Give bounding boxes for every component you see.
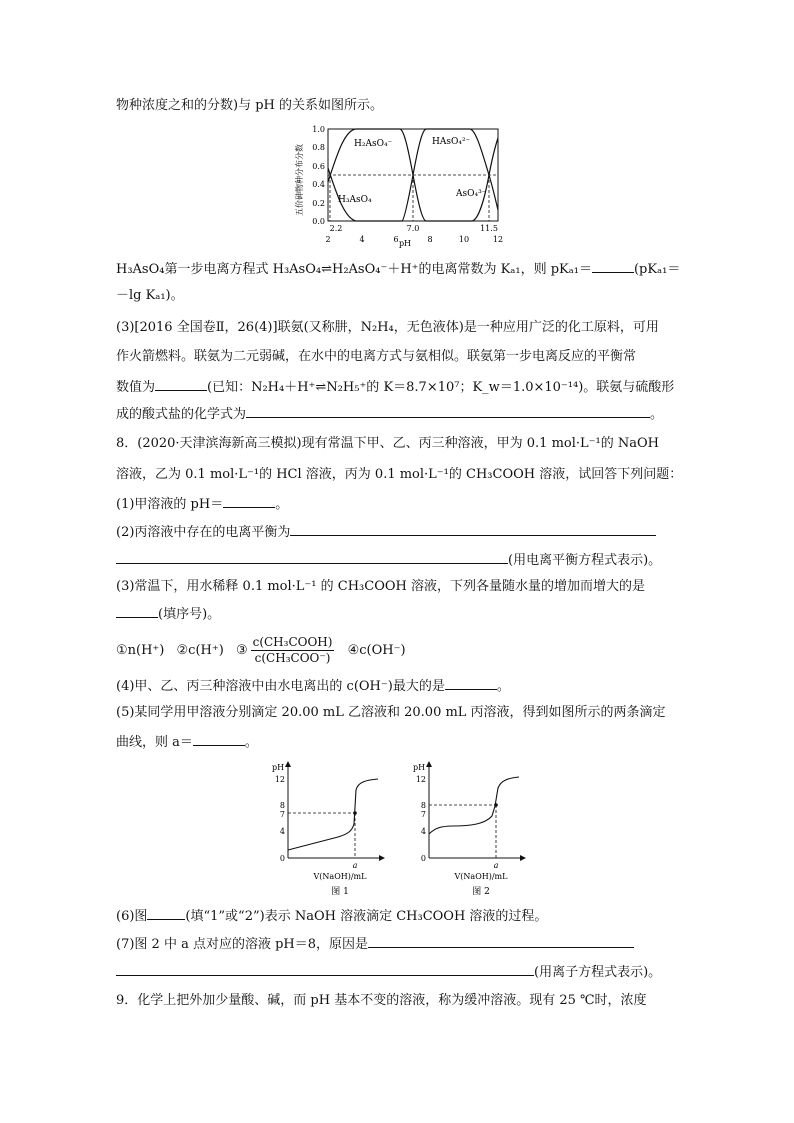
fig1-titration-curve	[288, 779, 378, 850]
option-3-fraction	[251, 635, 335, 666]
answer-blank-ionization-1[interactable]	[290, 521, 656, 536]
answer-blank-a[interactable]	[193, 731, 245, 746]
answer-blank-max-oh[interactable]	[445, 675, 497, 690]
answer-blank-acid-salt[interactable]	[246, 403, 650, 418]
as-ytick: 1.0	[312, 125, 325, 134]
as-xtick: 6	[393, 235, 399, 244]
as-xtick: 10	[458, 235, 470, 244]
fig1-equivalence-point	[353, 811, 357, 815]
as-xtick: 12	[492, 235, 504, 244]
answer-blank-options[interactable]	[116, 603, 158, 618]
line-10-a: (1)甲溶液的 pH＝	[116, 497, 224, 512]
line-19-b: (填“1”或“2”)表示 NaOH 溶液滴定 CH₃COOH 溶液的过程。	[185, 909, 548, 924]
text-line-18	[116, 731, 258, 753]
fig2-ylabel: pH	[413, 763, 426, 772]
text-line-19	[116, 905, 547, 927]
fig1-a-label: a	[352, 861, 358, 870]
text-line-3: －lg Kₐ₁)。	[116, 288, 184, 303]
as-ytick: 0.4	[312, 180, 325, 189]
line-7-end: 。	[650, 407, 664, 422]
fig1-ytick: 12	[274, 775, 285, 784]
question-8-line-1: 8．(2020·天津滨海新高三模拟)现有常温下甲、乙、丙三种溶液，甲为 0.1 mol·L⁻¹的 NaOH	[116, 436, 659, 451]
as-ytick: 0.6	[312, 162, 325, 171]
text-line-6	[116, 376, 674, 398]
text-line-12	[116, 549, 661, 571]
text-line-16	[116, 675, 510, 697]
label-aso4: AsO₄³⁻	[456, 189, 487, 199]
answer-blank-reason-1[interactable]	[368, 933, 634, 948]
option-1: ①n(H⁺)	[116, 643, 165, 658]
answer-blank-equilibrium-constant[interactable]	[155, 376, 207, 391]
line-16-end: 。	[496, 679, 510, 694]
answer-blank-ionization-2[interactable]	[116, 549, 508, 564]
label-h3aso4: H₃AsO₄	[338, 195, 372, 205]
as-ytick: 0.0	[312, 217, 325, 226]
answer-blank-reason-2[interactable]	[116, 961, 534, 976]
line-18-end: 。	[244, 735, 258, 750]
text-line-7	[116, 403, 663, 425]
as-xtick: 4	[359, 235, 365, 244]
line-6-a: 数值为	[116, 380, 156, 395]
text-line-20	[116, 933, 634, 955]
fig2-ytick: 0	[420, 854, 426, 863]
line-16-a: (4)甲、乙、丙三种溶液中由水电离出的 c(OH⁻)最大的是	[116, 679, 445, 694]
fig2-titration-curve	[429, 777, 519, 834]
fig2-equivalence-point	[494, 803, 498, 807]
line-2-text: H₃AsO₄第一步电离方程式 H₃AsO₄⇌H₂AsO₄⁻＋H⁺的电离常数为 Kₐ₁，则 pKₐ₁＝	[116, 262, 592, 277]
text-line-10	[116, 493, 288, 515]
line-2-end: (pKₐ₁＝	[633, 262, 681, 277]
fig2-xlabel: V(NaOH)/mL	[454, 872, 508, 881]
text-line-1: 物种浓度之和的分数)与 pH 的关系如图所示。	[116, 98, 383, 113]
answer-blank-figure[interactable]	[147, 905, 185, 920]
answer-blank-pka1[interactable]	[592, 258, 634, 273]
text-line-5: 作火箭燃料。联氨为二元弱碱，在水中的电离方式与氨相似。联氨第一步电离反应的平衡常	[116, 349, 637, 364]
as-mark-7-0: 7.0	[406, 224, 420, 233]
fig2-ytick: 12	[415, 775, 426, 784]
arsenic-speciation-figure	[292, 122, 512, 250]
line-6-b: (已知：N₂H₄＋H⁺⇌N₂H₅⁺的 K＝8.7×10⁷；K_w＝1.0×10⁻¹⁴)。联氨与硫酸形	[207, 380, 675, 395]
fig1-ytick: 7	[279, 810, 285, 819]
line-14-end: (填序号)。	[158, 607, 221, 622]
fig2-ytick: 8	[420, 801, 426, 810]
question-9-line-1: 9．化学上把外加少量酸、碱，而 pH 基本不变的溶液，称为缓冲溶液。现有 25 ℃时，浓度	[116, 993, 647, 1008]
fig2-ytick: 7	[420, 810, 426, 819]
text-line-14	[116, 603, 220, 625]
line-18-a: 曲线，则 a＝	[116, 735, 193, 750]
line-12-end: (用电离平衡方程式表示)。	[508, 553, 662, 568]
line-20-a: (7)图 2 中 a 点对应的溶液 pH＝8，原因是	[116, 937, 369, 952]
as-xtick: 8	[427, 235, 433, 244]
fig2-a-label: a	[493, 861, 499, 870]
line-11-a: (2)丙溶液中存在的电离平衡为	[116, 525, 291, 540]
fraction-numerator: c(CH₃COOH)	[252, 635, 333, 649]
fig1-caption: 图 1	[331, 887, 349, 897]
as-mark-2-2: 2.2	[329, 224, 343, 233]
line-19-a: (6)图	[116, 909, 148, 924]
text-line-2	[116, 258, 680, 280]
line-7-a: 成的酸式盐的化学式为	[116, 407, 247, 422]
as-mark-11-5: 11.5	[480, 224, 498, 233]
as-xtick: 2	[325, 235, 331, 244]
text-line-17: (5)某同学用甲溶液分别滴定 20.00 mL 乙溶液和 20.00 mL 丙溶液，得到如图所示的两条滴定	[116, 705, 666, 720]
text-line-21	[116, 961, 661, 983]
fig2-caption: 图 2	[472, 887, 490, 897]
option-4: ④c(OH⁻)	[347, 643, 406, 658]
answer-blank-ph[interactable]	[223, 493, 275, 508]
as-xlabel: pH	[398, 239, 412, 248]
fig1-ylabel: pH	[272, 763, 285, 772]
label-h2aso4: H₂AsO₄⁻	[354, 139, 393, 149]
option-3-label: ③	[235, 643, 248, 658]
line-10-end: 。	[275, 497, 289, 512]
titration-figure-2	[409, 758, 529, 900]
as-ytick: 0.2	[312, 199, 325, 208]
fraction-denominator: c(CH₃COO⁻)	[254, 651, 331, 665]
text-line-options	[116, 630, 406, 672]
line-21-end: (用离子方程式表示)。	[534, 965, 662, 980]
text-line-11	[116, 521, 656, 543]
fig2-ytick: 4	[420, 827, 426, 836]
fig1-ytick: 0	[279, 854, 285, 863]
text-line-4: (3)[2016 全国卷Ⅱ，26(4)]联氨(又称肼，N₂H₄，无色液体)是一种应用广泛的化工原料，可用	[116, 320, 659, 335]
question-8-line-2: 溶液，乙为 0.1 mol·L⁻¹的 HCl 溶液，丙为 0.1 mol·L⁻¹的 CH₃COOH 溶液，试回答下列问题：	[116, 467, 683, 482]
fig1-ytick: 8	[279, 801, 285, 810]
fig1-ytick: 4	[279, 827, 285, 836]
text-line-13: (3)常温下，用水稀释 0.1 mol·L⁻¹ 的 CH₃COOH 溶液，下列各量随水量的增加而增大的是	[116, 579, 645, 594]
as-ytick: 0.8	[312, 143, 325, 152]
option-2: ②c(H⁺)	[176, 643, 224, 658]
fig1-xlabel: V(NaOH)/mL	[313, 872, 367, 881]
titration-figure-1	[268, 758, 388, 900]
label-haso4: HAsO₄²⁻	[432, 137, 471, 147]
as-ylabel: 五价砷物种分布分数	[295, 144, 304, 216]
